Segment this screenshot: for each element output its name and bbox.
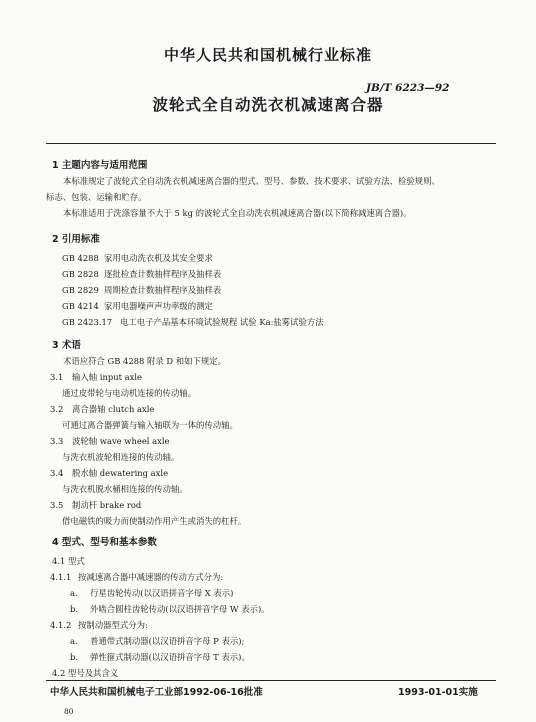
- term-name: 波轮轴 wave wheel axle: [72, 436, 170, 446]
- term-definition: 借电磁铁的吸力而使制动作用产生或消失的杠杆。: [62, 516, 247, 526]
- list-marker: a.: [70, 636, 78, 646]
- document-title: 波轮式全自动洗衣机减速离合器: [152, 96, 384, 114]
- subsection-4-1-heading: 4.1 型式: [52, 556, 85, 566]
- reference-name: 家用电器噪声声功率级的测定: [104, 301, 213, 311]
- term-heading: [50, 499, 141, 511]
- clause-4-1-1: [50, 571, 223, 583]
- list-marker: b.: [70, 604, 79, 614]
- list-text: 弹性箍式制动器(以汉语拼音字母 T 表示)。: [90, 652, 250, 662]
- clause-number: 4.1.2: [50, 620, 72, 630]
- footer-rule: [46, 680, 496, 681]
- clause-text: 按减速离合器中减速器的传动方式分为:: [78, 572, 224, 582]
- term-number: 3.3: [50, 436, 64, 446]
- clause-4-1-2: [50, 619, 148, 631]
- term-name: 输入轴 input axle: [72, 372, 142, 382]
- header-rule: [46, 143, 496, 144]
- section-3-heading: 3 术语: [52, 340, 81, 351]
- term-heading: [50, 371, 142, 383]
- section-1-para-2: 本标准适用于洗涤容量不大于 5 kg 的波轮式全自动洗衣机减速离合器(以下简称减速离合器)。: [63, 208, 412, 218]
- effective-date: 1993-01-01实施: [398, 687, 478, 698]
- clause-text: 按制动器型式分为:: [78, 620, 148, 630]
- list-item: [70, 603, 270, 615]
- reference-code: GB 2423.17: [62, 317, 113, 327]
- term-definition: 可通过离合器弹簧与输入轴联为一体的传动轴。: [62, 420, 238, 430]
- approval-line: 中华人民共和国机械电子工业部1992-06-16批准: [50, 687, 263, 698]
- term-definition: 与洗衣机波轮相连接的传动轴。: [62, 452, 180, 462]
- term-number: 3.4: [50, 468, 64, 478]
- list-marker: a.: [70, 588, 78, 598]
- term-definition: 与洗衣机脱水桶相连接的传动轴。: [62, 484, 188, 494]
- term-heading: [50, 403, 154, 415]
- term-number: 3.1: [50, 372, 64, 382]
- reference-code: GB 4288: [62, 253, 99, 263]
- reference-item: [62, 300, 213, 312]
- list-text: 普通带式制动器(以汉语拼音字母 P 表示);: [90, 636, 245, 646]
- subsection-4-2-heading: 4.2 型号及其含义: [52, 668, 119, 678]
- reference-item: [62, 252, 213, 264]
- list-item: [70, 635, 244, 647]
- list-marker: b.: [70, 652, 79, 662]
- list-text: 外啮合圆柱齿轮传动(以汉语拼音字母 W 表示)。: [90, 604, 270, 614]
- term-number: 3.2: [50, 404, 64, 414]
- term-heading: [50, 435, 169, 447]
- term-name: 制动杆 brake rod: [72, 500, 142, 510]
- standard-number: JB/T 6223—92: [366, 82, 450, 94]
- list-item: [70, 587, 233, 599]
- reference-name: 电工电子产品基本环境试验规程 试验 Ka:盐雾试验方法: [120, 317, 324, 327]
- section-1-heading: 1 主题内容与适用范围: [52, 160, 148, 171]
- list-item: [70, 651, 250, 663]
- issuing-org-title: 中华人民共和国机械行业标准: [163, 46, 372, 64]
- reference-code: GB 2828: [62, 269, 99, 279]
- reference-name: 家用电动洗衣机及其安全要求: [104, 253, 213, 263]
- reference-name: 周期检查计数抽样程序及抽样表: [104, 285, 222, 295]
- term-heading: [50, 467, 168, 479]
- reference-item: [62, 316, 324, 328]
- term-definition: 通过皮带轮与电动机连接的传动轴。: [62, 388, 196, 398]
- reference-name: 逐批检查计数抽样程序及抽样表: [104, 269, 222, 279]
- term-number: 3.5: [50, 500, 64, 510]
- reference-code: GB 4214: [62, 301, 99, 311]
- section-2-heading: 2 引用标准: [52, 234, 100, 245]
- reference-item: [62, 268, 221, 280]
- section-4-heading: 4 型式、型号和基本参数: [52, 537, 157, 548]
- clause-number: 4.1.1: [50, 572, 72, 582]
- section-1-para-1-line-2: 标志、包装、运输和贮存。: [46, 192, 147, 202]
- page-number: 80: [64, 707, 74, 716]
- reference-code: GB 2829: [62, 285, 99, 295]
- section-3-intro: 术语应符合 GB 4288 附录 D 和如下规定。: [63, 356, 227, 366]
- term-name: 脱水轴 dewatering axle: [72, 468, 169, 478]
- section-1-para-1-line-1: 本标准规定了波轮式全自动洗衣机减速离合器的型式、型号、参数、技术要求、试验方法、检验规则、: [63, 176, 440, 186]
- list-text: 行星齿轮传动(以汉语拼音字母 X 表示): [90, 588, 234, 598]
- reference-item: [62, 284, 221, 296]
- term-name: 离合器轴 clutch axle: [72, 404, 155, 414]
